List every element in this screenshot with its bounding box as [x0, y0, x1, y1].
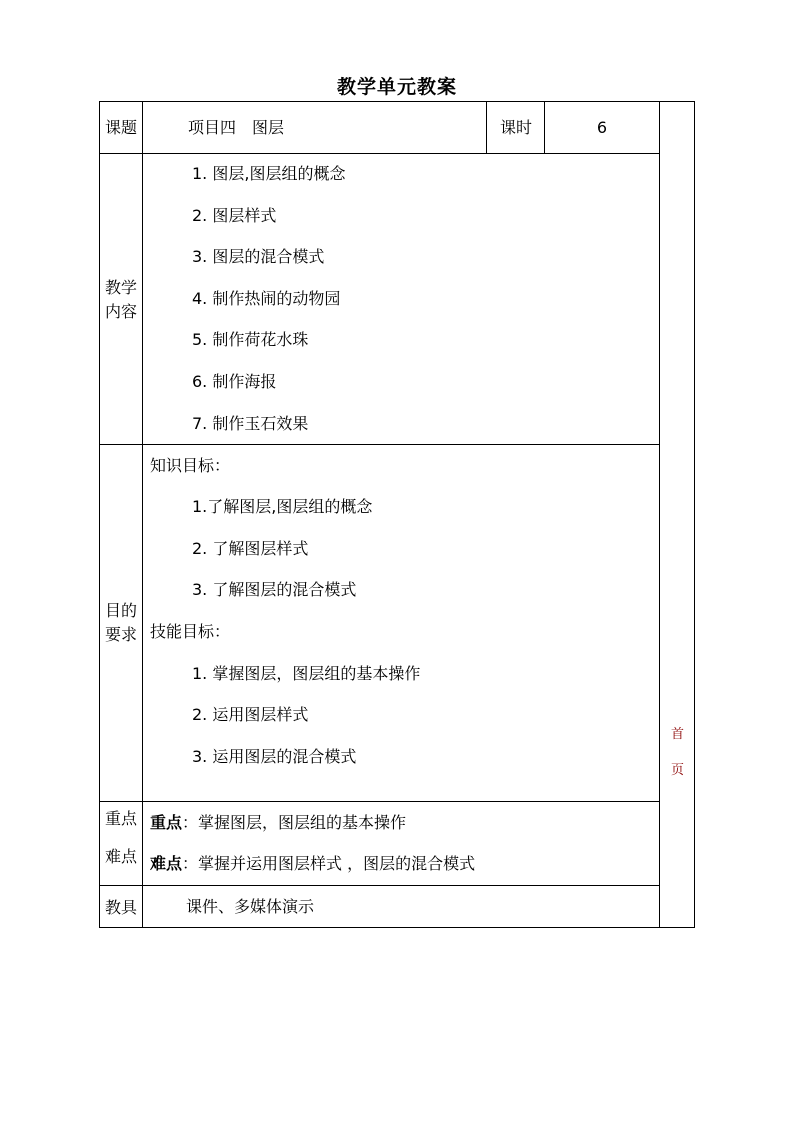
tools-label: 教具: [104, 898, 137, 917]
document-title: 教学单元教案: [336, 76, 457, 98]
key-point: [150, 813, 406, 833]
table-rule: [99, 153, 660, 154]
difficult-point-prefix: 难点: [150, 854, 183, 873]
table-border-bottom: [99, 927, 695, 928]
table-rule: [659, 101, 660, 928]
difficult-point: [150, 854, 475, 874]
content-item: 1. 图层,图层组的概念: [192, 164, 346, 183]
table-rule: [99, 801, 660, 802]
knowledge-item: 1.了解图层,图层组的概念: [192, 497, 373, 516]
skill-item: 1. 掌握图层，图层组的基本操作: [192, 664, 421, 683]
table-border-left: [99, 101, 100, 928]
content-item: 6. 制作海报: [192, 372, 277, 391]
knowledge-heading: 知识目标：: [150, 456, 231, 475]
key-point-prefix: 重点: [150, 813, 183, 832]
table-border-top: [99, 101, 695, 102]
key-label-line2: 难点: [104, 847, 137, 866]
topic-label: 课题: [104, 118, 137, 137]
content-label-line1: 教学: [104, 278, 137, 297]
key-label-line1: 重点: [104, 809, 137, 828]
hours-value: 6: [596, 118, 608, 137]
skill-item: 3. 运用图层的混合模式: [192, 747, 357, 766]
content-item: 3. 图层的混合模式: [192, 247, 325, 266]
side-note-char: 首: [670, 727, 684, 742]
content-item: 5. 制作荷花水珠: [192, 330, 309, 349]
tools-value: 课件、多媒体演示: [186, 897, 315, 916]
topic-value: 项目四 图层: [188, 118, 285, 137]
key-point-text: ：掌握图层，图层组的基本操作: [182, 813, 407, 832]
content-item: 7. 制作玉石效果: [192, 414, 309, 433]
difficult-point-text: ：掌握并运用图层样式 ，图层的混合模式: [182, 854, 476, 873]
table-rule: [99, 885, 660, 886]
knowledge-item: 2. 了解图层样式: [192, 539, 309, 558]
skill-heading: 技能目标：: [150, 622, 231, 641]
side-note-char: 页: [670, 763, 684, 778]
table-border-right: [694, 101, 695, 928]
goals-label-line2: 要求: [104, 625, 137, 644]
goals-label-line1: 目的: [104, 601, 137, 620]
knowledge-item: 3. 了解图层的混合模式: [192, 580, 357, 599]
content-item: 2. 图层样式: [192, 206, 277, 225]
skill-item: 2. 运用图层样式: [192, 705, 309, 724]
hours-label: 课时: [499, 118, 532, 137]
content-item: 4. 制作热闹的动物园: [192, 289, 341, 308]
table-rule: [142, 101, 143, 928]
table-rule: [99, 444, 660, 445]
content-label-line2: 内容: [104, 302, 137, 321]
table-rule: [486, 101, 487, 154]
